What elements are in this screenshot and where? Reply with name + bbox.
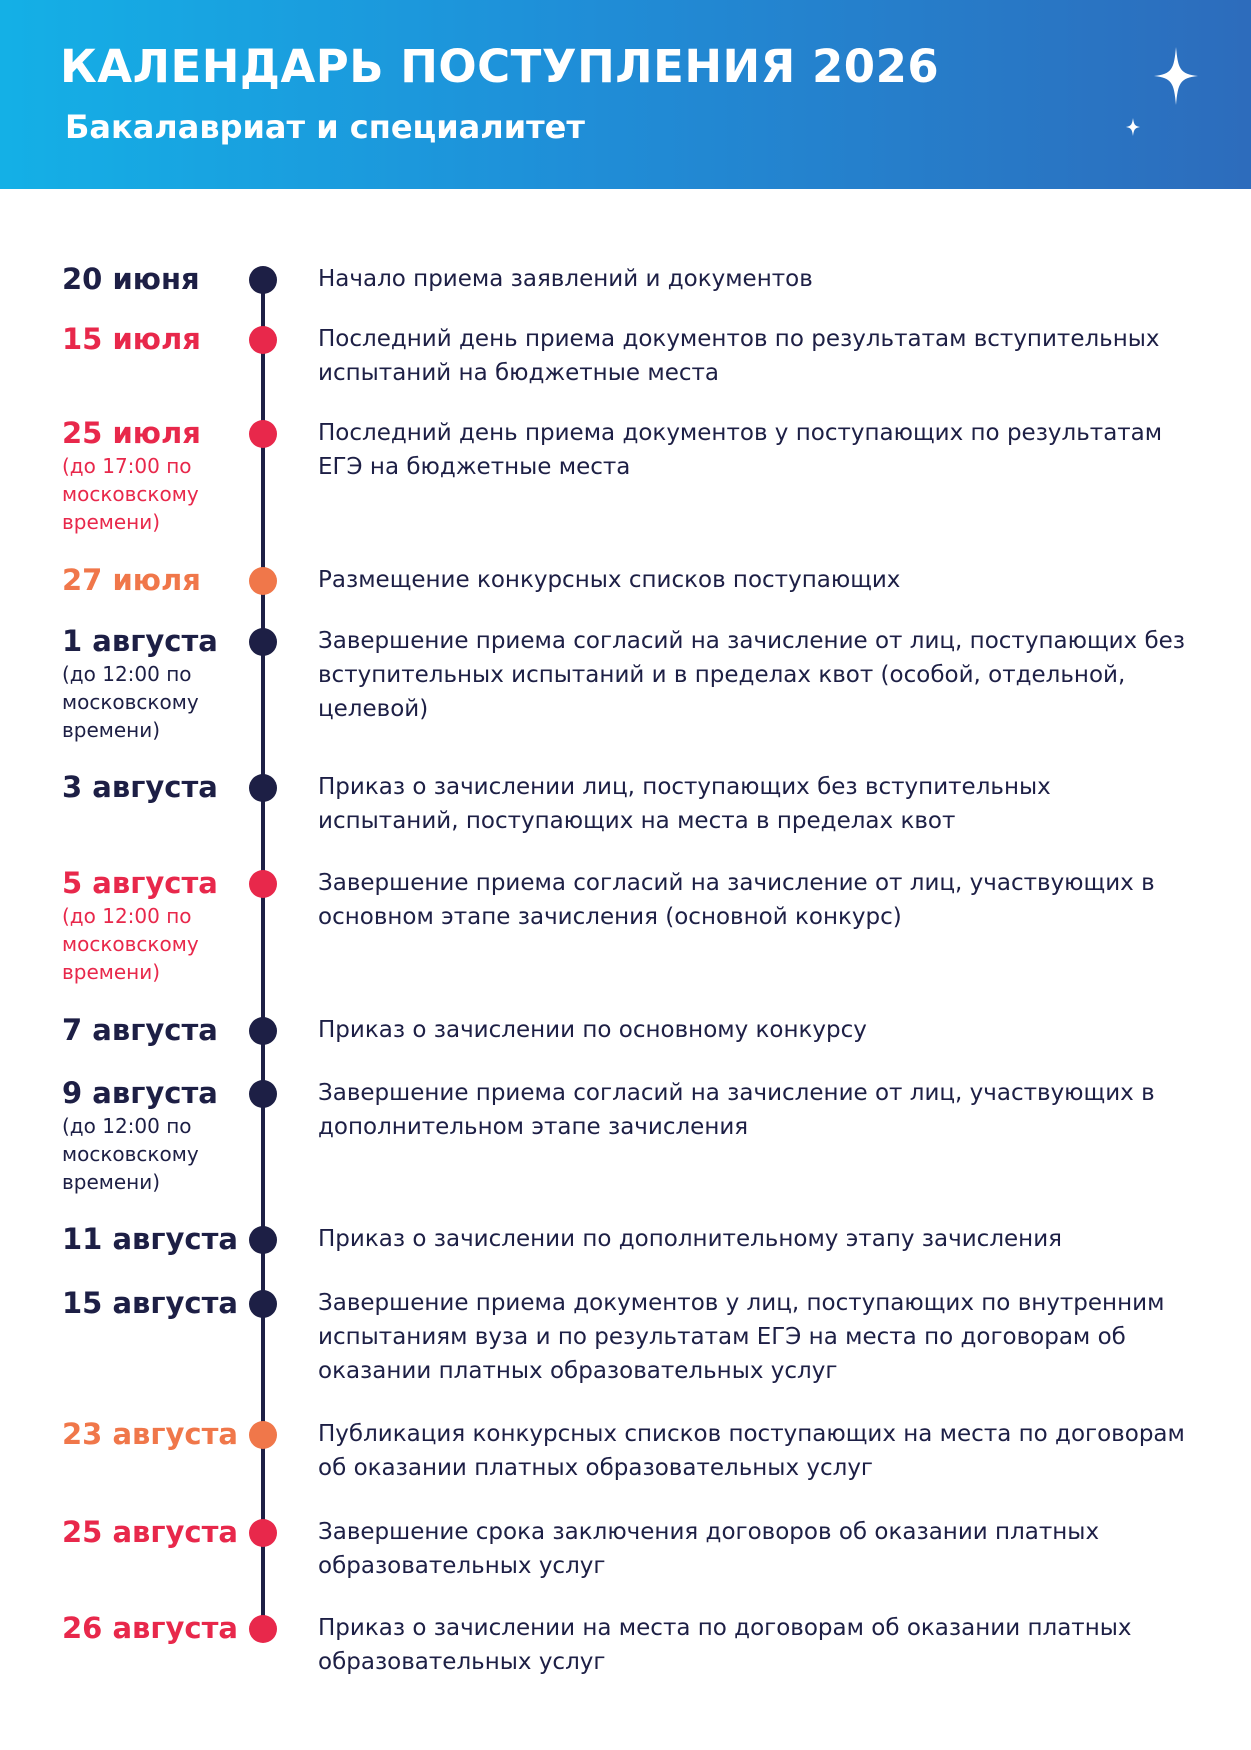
timeline-dot [249,1615,277,1643]
event-description: Завершение приема согласий на зачисление от лиц, участвующих в основном этапе зачисления (основной конкурс) [318,870,1155,930]
timeline-dot [249,326,277,354]
event-date: 7 августа [62,1013,218,1047]
timeline-dot [249,628,277,656]
event-description: Приказ о зачислении на места по договорам об оказании платных образовательных услуг [318,1615,1132,1675]
sparkle-icon [1154,47,1198,105]
timeline-dot [249,1290,277,1318]
event-date: 25 августа [62,1515,238,1549]
event-date: 23 августа [62,1417,238,1451]
timeline-dot [249,1017,277,1045]
timeline-dot [249,420,277,448]
timeline-dot [249,1421,277,1449]
event-date: 15 июля [62,322,201,356]
event-description: Завершение приема согласий на зачисление от лиц, поступающих без вступительных испытаний и в пределах квот (особой, отдельной, целевой) [318,628,1186,722]
small-sparkle-icon [1126,118,1140,136]
timeline-dot [249,1226,277,1254]
header-banner [0,0,1251,189]
event-description: Приказ о зачислении по основному конкурсу [318,1017,867,1043]
event-description: Размещение конкурсных списков поступающих [318,567,901,593]
event-date: 20 июня [62,262,200,296]
event-time-note: (до 12:00 по московскому времени) [62,904,199,984]
event-date: 25 июля [62,416,201,450]
event-date: 5 августа [62,866,218,900]
event-date: 9 августа [62,1076,218,1110]
timeline-dot [249,266,277,294]
page-title: КАЛЕНДАРЬ ПОСТУПЛЕНИЯ 2026 [60,40,940,93]
event-description: Публикация конкурсных списков поступающих на места по договорам об оказании платных образовательных услуг [318,1421,1185,1481]
event-description: Завершение приема согласий на зачисление от лиц, участвующих в дополнительном этапе зачисления [318,1080,1155,1140]
event-time-note: (до 12:00 по московскому времени) [62,1114,199,1194]
event-date: 11 августа [62,1222,238,1256]
timeline-dot [249,567,277,595]
event-date: 26 августа [62,1611,238,1645]
event-time-note: (до 17:00 по московскому времени) [62,454,199,534]
timeline-dot [249,1519,277,1547]
event-description: Завершение срока заключения договоров об оказании платных образовательных услуг [318,1519,1100,1579]
event-date: 27 июля [62,563,201,597]
page-subtitle: Бакалавриат и специалитет [65,108,585,146]
event-description: Завершение приема документов у лиц, поступающих по внутренним испытаниям вуза и по результатам ЕГЭ на места по договорам об оказании платных образовательных услуг [318,1290,1165,1384]
event-description: Начало приема заявлений и документов [318,266,813,292]
timeline-dot [249,774,277,802]
timeline-dot [249,870,277,898]
event-description: Последний день приема документов у поступающих по результатам ЕГЭ на бюджетные места [318,420,1163,480]
event-time-note: (до 12:00 по московскому времени) [62,662,199,742]
event-description: Приказ о зачислении по дополнительному этапу зачисления [318,1226,1062,1252]
event-description: Приказ о зачислении лиц, поступающих без вступительных испытаний, поступающих на места в пределах квот [318,774,1051,834]
event-date: 15 августа [62,1286,238,1320]
event-date: 1 августа [62,624,218,658]
timeline-dot [249,1080,277,1108]
event-description: Последний день приема документов по результатам вступительных испытаний на бюджетные места [318,326,1160,386]
event-date: 3 августа [62,770,218,804]
